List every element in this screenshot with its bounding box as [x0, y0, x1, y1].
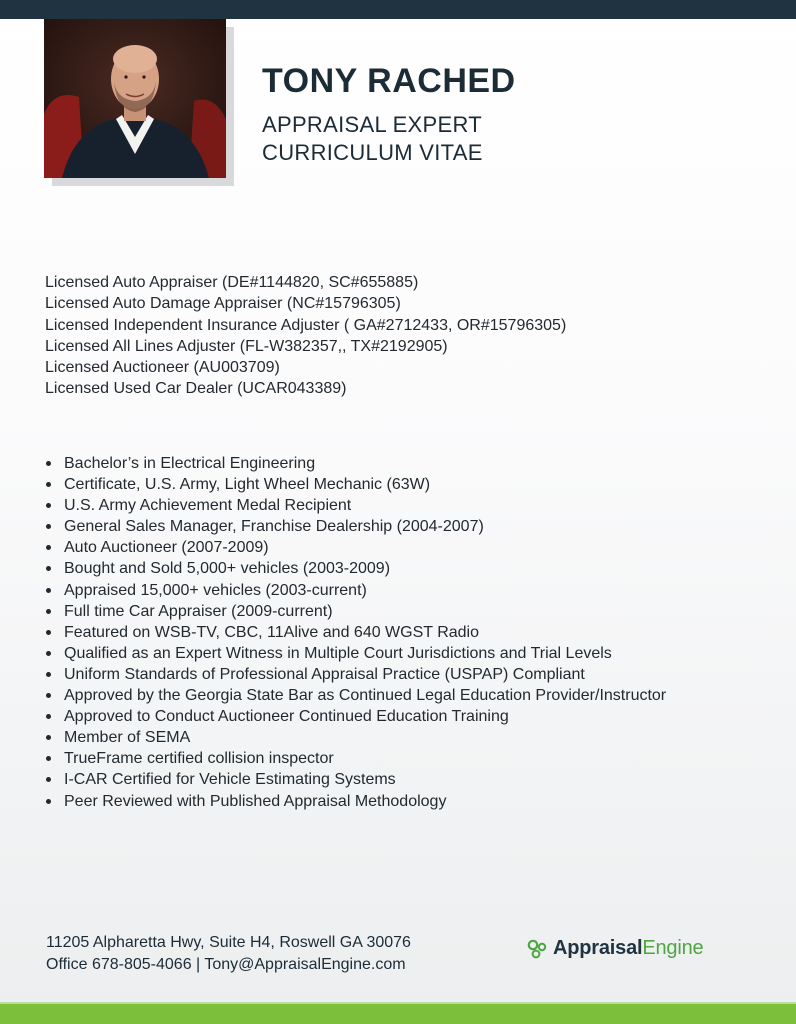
qualification-item: Qualified as an Expert Witness in Multiple Court Jurisdictions and Trial Levels [45, 643, 666, 664]
qualification-item: Uniform Standards of Professional Appraisal Practice (USPAP) Compliant [45, 664, 666, 685]
top-accent-bar [0, 0, 796, 19]
license-item: Licensed Auto Damage Appraiser (NC#15796305) [45, 295, 401, 313]
qualification-item: Full time Car Appraiser (2009-current) [45, 601, 666, 622]
logo-wordmark: AppraisalEngine [553, 937, 704, 959]
qualification-item: Approved by the Georgia State Bar as Continued Legal Education Provider/Instructor [45, 685, 666, 706]
qualification-item: Approved to Conduct Auctioneer Continued Education Training [45, 706, 666, 727]
footer-contact [46, 932, 411, 976]
bottom-accent-bar [0, 1004, 796, 1024]
subtitle-document-type: CURRICULUM VITAE [262, 140, 483, 165]
qualification-item: Bachelor’s in Electrical Engineering [45, 453, 666, 474]
qualification-item: Featured on WSB-TV, CBC, 11Alive and 640 WGST Radio [45, 622, 666, 643]
footer-address: 11205 Alpharetta Hwy, Suite H4, Roswell GA 30076 [46, 934, 411, 951]
license-item: Licensed Auctioneer (AU003709) [45, 359, 280, 377]
license-item: Licensed Auto Appraiser (DE#1144820, SC#655885) [45, 274, 419, 291]
qualification-item: General Sales Manager, Franchise Dealership (2004-2007) [45, 516, 666, 537]
qualification-item: I-CAR Certified for Vehicle Estimating Systems [45, 769, 666, 790]
profile-photo [44, 19, 226, 178]
appraisal-engine-logo [526, 937, 703, 960]
gear-cluster-icon [526, 938, 548, 960]
portrait-illustration [44, 19, 226, 178]
licenses-list [45, 272, 566, 400]
qualification-item: Peer Reviewed with Published Appraisal Methodology [45, 791, 666, 812]
qualification-item: Certificate, U.S. Army, Light Wheel Mechanic (63W) [45, 474, 666, 495]
qualification-item: Bought and Sold 5,000+ vehicles (2003-2009) [45, 558, 666, 579]
qualification-item: Appraised 15,000+ vehicles (2003-current) [45, 580, 666, 601]
license-item: Licensed All Lines Adjuster (FL-W382357,, TX#2192905) [45, 337, 448, 355]
license-item: Licensed Used Car Dealer (UCAR043389) [45, 380, 347, 398]
qualification-item: U.S. Army Achievement Medal Recipient [45, 495, 666, 516]
footer-phone-email[interactable]: Office 678-805-4066 | Tony@AppraisalEngine.com [46, 956, 406, 973]
person-name: TONY RACHED [262, 62, 516, 100]
qualification-item: Auto Auctioneer (2007-2009) [45, 537, 666, 558]
qualification-item: Member of SEMA [45, 727, 666, 748]
license-item: Licensed Independent Insurance Adjuster ( GA#2712433, OR#15796305) [45, 316, 567, 334]
subtitle-role: APPRAISAL EXPERT [262, 112, 482, 137]
qualification-item: TrueFrame certified collision inspector [45, 748, 666, 769]
qualifications-list [45, 453, 666, 812]
